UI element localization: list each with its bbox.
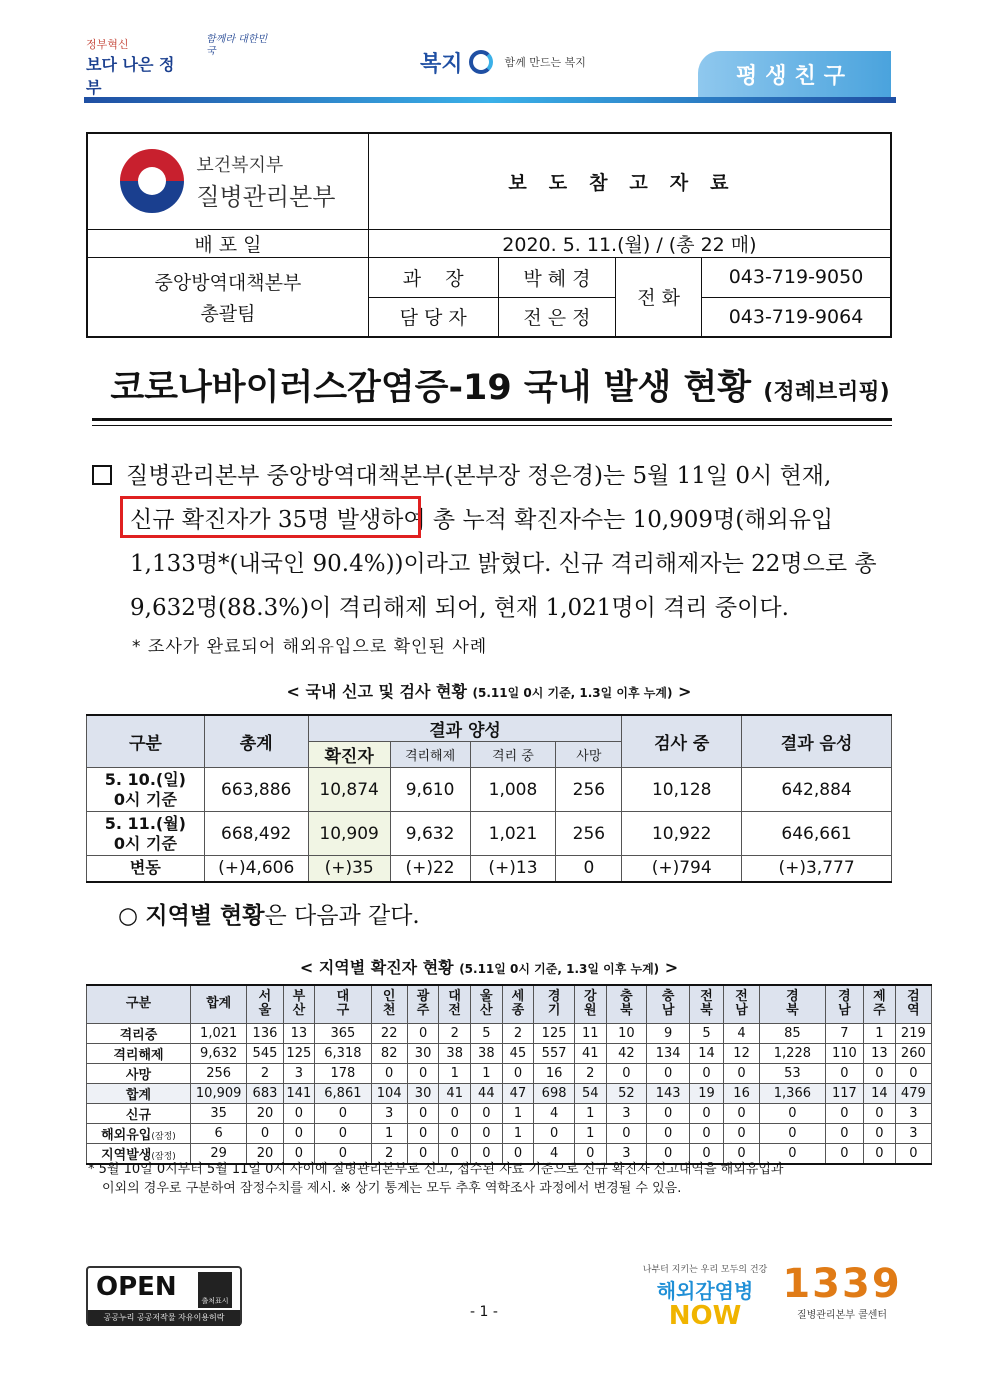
table-cell: 0	[864, 1063, 896, 1083]
region-header: 서 울	[247, 985, 283, 1023]
kogl-open-license-badge: OPEN 출처표시 공공누리 공공저작물 자유이용허락	[86, 1266, 242, 1326]
table-row: 변동 (+)4,606 (+)35 (+)22 (+)13 0 (+)794 (+)3,777	[87, 856, 892, 882]
region-header: 경 북	[760, 985, 826, 1023]
table-cell: 4	[534, 1143, 575, 1164]
table-cell: 117	[825, 1083, 863, 1103]
table-cell: 0	[647, 1123, 690, 1143]
table-row	[87, 1083, 932, 1103]
table-cell: 0	[864, 1143, 896, 1164]
phone-staff: 043-719-9064	[701, 297, 891, 337]
table-cell: 0	[439, 1123, 471, 1143]
table-cell: 0	[315, 1143, 371, 1164]
table-cell: 0	[760, 1103, 826, 1123]
table-cell: 557	[534, 1043, 575, 1063]
page-number: - 1 -	[470, 1304, 498, 1320]
name-chief: 박 혜 경	[498, 257, 616, 297]
table-cell: 2	[574, 1063, 606, 1083]
region-header: 충 북	[606, 985, 647, 1023]
table-cell: 12	[724, 1043, 760, 1063]
table-row: 5. 11.(월) 0시 기준 668,492 10,909 9,632 1,021 256 10,922 646,661	[87, 812, 892, 856]
title-underline-thin	[92, 425, 892, 426]
table-cell: 1	[371, 1123, 407, 1143]
table-cell: 4	[534, 1103, 575, 1123]
summary-paragraph: 질병관리본부 중앙방역대책본부(본부장 정은경)는 5월 11일 0시 현재, 신규 확진자가 35명 발생하여 총 누적 확진자수는 10,909명(해외유입 1,133명*(내국인 90.4%))이라고 밝혔다. 신규 격리해제자는 22명으로 총 9,632명(88.3%)이 격리해제 되어, 현재 1,021명이 격리 중이다.	[92, 454, 898, 630]
table-cell: 10,909	[190, 1083, 246, 1103]
table-cell: 22	[371, 1023, 407, 1043]
table-cell: 0	[690, 1063, 724, 1083]
regional-table-footnote: * 5월 10일 0시부터 5월 11일 0시 사이에 질병관리본부로 신고, 접수된 자료 기준으로 신규 확진자 신고내역을 해외유입과 이외의 경우로 구분하여 잠정수치를 제시. ※ 상기 통계는 모두 추후 역학조사 과정에서 변경될 수 있음.	[88, 1162, 784, 1196]
table-cell: 125	[283, 1043, 315, 1063]
table-cell: 1	[574, 1123, 606, 1143]
table-cell: 0	[283, 1143, 315, 1164]
table-cell: 4	[724, 1023, 760, 1043]
table-cell: 29	[190, 1143, 246, 1164]
table-cell: 44	[471, 1083, 503, 1103]
table-cell: 38	[439, 1043, 471, 1063]
table-cell: 0	[247, 1123, 283, 1143]
org-logo-cell: 보건복지부 질병관리본부	[87, 133, 368, 229]
table-cell: 1,366	[760, 1083, 826, 1103]
table-cell: 0	[283, 1103, 315, 1123]
table-row	[87, 1023, 932, 1043]
region-header: 전 남	[724, 985, 760, 1023]
regional-section-heading: ○ 지역별 현황은 다음과 같다.	[118, 902, 420, 929]
row-label: 사망	[87, 1063, 191, 1083]
table-cell: 683	[247, 1083, 283, 1103]
table-cell: 260	[895, 1043, 931, 1063]
region-header: 부 산	[283, 985, 315, 1023]
slogan-logo: 함께라 대한민국	[206, 34, 268, 57]
table-cell: 20	[247, 1103, 283, 1123]
row-label: 신규	[87, 1103, 191, 1123]
banner-divider	[84, 97, 896, 103]
row-label: 해외유입(잠정)	[87, 1123, 191, 1143]
role-staff: 담 당 자	[368, 297, 498, 337]
title-underline	[92, 418, 892, 421]
table-cell: 1	[502, 1123, 534, 1143]
table-row	[87, 1123, 932, 1143]
table-cell: 1,021	[190, 1023, 246, 1043]
overseas-infection-now-logo: 나부터 지키는 우리 모두의 건강 해외감염병 NOW	[642, 1265, 768, 1331]
table-cell: 256	[190, 1063, 246, 1083]
table-cell: 10	[606, 1023, 647, 1043]
table-cell: 0	[825, 1063, 863, 1083]
table-cell: 9,632	[190, 1043, 246, 1063]
table-cell: 3	[606, 1103, 647, 1123]
footnote-imported: * 조사가 완료되어 해외유입으로 확인된 사례	[132, 637, 488, 657]
table-cell: 134	[647, 1043, 690, 1063]
table-cell: 545	[247, 1043, 283, 1063]
region-header: 전 북	[690, 985, 724, 1023]
table-cell: 0	[690, 1143, 724, 1164]
table-cell: 19	[690, 1083, 724, 1103]
table-cell: 365	[315, 1023, 371, 1043]
press-header-table	[86, 132, 892, 338]
phone-label: 전 화	[616, 257, 702, 337]
table-cell: 3	[895, 1103, 931, 1123]
table-cell: 16	[724, 1083, 760, 1103]
table-row	[87, 1103, 932, 1123]
government-emblem-icon	[120, 149, 184, 213]
region-header: 대 전	[439, 985, 471, 1023]
table-cell: 0	[407, 1143, 439, 1164]
table-cell: 3	[606, 1143, 647, 1164]
table-cell: 0	[439, 1103, 471, 1123]
table-cell: 5	[690, 1023, 724, 1043]
table-cell: 0	[502, 1143, 534, 1164]
role-chief: 과 장	[368, 257, 498, 297]
table-row	[87, 1063, 932, 1083]
table-cell: 6	[190, 1123, 246, 1143]
table-cell: 45	[502, 1043, 534, 1063]
table-cell: 0	[724, 1103, 760, 1123]
table2-caption: < 지역별 확진자 현황 (5.11일 0시 기준, 1.3일 이후 누계) >	[299, 958, 679, 977]
report-title: 코로나바이러스감염증-19 국내 발생 현황 (정례브리핑)	[110, 368, 890, 408]
table-cell: 0	[864, 1123, 896, 1143]
table-row	[87, 1043, 932, 1063]
table-cell: 125	[534, 1023, 575, 1043]
distribution-label: 배 포 일	[87, 229, 368, 257]
table-cell: 0	[315, 1103, 371, 1123]
table-cell: 6,318	[315, 1043, 371, 1063]
name-staff: 전 은 정	[498, 297, 616, 337]
org-name: 질병관리본부	[196, 182, 336, 211]
row-label: 격리중	[87, 1023, 191, 1043]
table-cell: 0	[825, 1103, 863, 1123]
table1-caption: < 국내 신고 및 검사 현황 (5.11일 0시 기준, 1.3일 이후 누계) >	[286, 682, 692, 701]
table-cell: 178	[315, 1063, 371, 1083]
table-cell: 2	[439, 1023, 471, 1043]
attribution-icon: 출처표시	[198, 1272, 232, 1308]
region-header: 경 기	[534, 985, 575, 1023]
region-header: 울 산	[471, 985, 503, 1023]
region-header: 검 역	[895, 985, 931, 1023]
table-cell: 3	[371, 1103, 407, 1123]
callcenter-1339-logo: 1339 질병관리본부 콜센터	[782, 1261, 902, 1321]
region-header: 강 원	[574, 985, 606, 1023]
table-cell: 42	[606, 1043, 647, 1063]
phone-chief: 043-719-9050	[701, 257, 891, 297]
table-cell: 30	[407, 1043, 439, 1063]
table-cell: 41	[439, 1083, 471, 1103]
table-cell: 2	[502, 1023, 534, 1043]
table-cell: 0	[895, 1063, 931, 1083]
table-cell: 3	[895, 1123, 931, 1143]
table-cell: 3	[283, 1063, 315, 1083]
table-cell: 0	[407, 1063, 439, 1083]
table-cell: 0	[825, 1143, 863, 1164]
table-cell: 479	[895, 1083, 931, 1103]
table-cell: 698	[534, 1083, 575, 1103]
gov-innovation-logo: 정부혁신 보다 나은 정부	[86, 36, 182, 98]
region-header: 충 남	[647, 985, 690, 1023]
lifelong-friend-badge: 평생친구	[698, 51, 891, 97]
table-cell: 0	[606, 1123, 647, 1143]
table-cell: 0	[724, 1063, 760, 1083]
table-cell: 1	[439, 1063, 471, 1083]
table-cell: 1	[471, 1063, 503, 1083]
table-cell: 0	[760, 1123, 826, 1143]
table-cell: 0	[760, 1143, 826, 1164]
table-cell: 0	[407, 1103, 439, 1123]
report-title-tag: (정례브리핑)	[763, 380, 890, 405]
table-cell: 143	[647, 1083, 690, 1103]
table-cell: 0	[647, 1143, 690, 1164]
table-cell: 0	[439, 1143, 471, 1164]
table-cell: 0	[690, 1123, 724, 1143]
table-cell: 9	[647, 1023, 690, 1043]
table-cell: 47	[502, 1083, 534, 1103]
regional-cases-table	[86, 984, 932, 1165]
table-cell: 13	[864, 1043, 896, 1063]
region-header: 대 구	[315, 985, 371, 1023]
table-cell: 141	[283, 1083, 315, 1103]
row-label: 격리해제	[87, 1043, 191, 1063]
table-cell: 0	[895, 1143, 931, 1164]
table-cell: 0	[534, 1123, 575, 1143]
table-cell: 41	[574, 1043, 606, 1063]
welfare-logo: 복지 함께 만드는 복지	[420, 51, 586, 77]
region-header: 구분	[87, 985, 191, 1023]
table-cell: 82	[371, 1043, 407, 1063]
table-cell: 136	[247, 1023, 283, 1043]
table-cell: 0	[471, 1123, 503, 1143]
region-header: 인 천	[371, 985, 407, 1023]
checkbox-bullet-icon	[92, 465, 112, 485]
row-label: 합계	[87, 1083, 191, 1103]
table-cell: 6,861	[315, 1083, 371, 1103]
document-type-title: 보도참고자료	[368, 133, 891, 229]
table-cell: 1	[502, 1103, 534, 1123]
table-row: 5. 10.(일) 0시 기준 663,886 10,874 9,610 1,008 256 10,128 642,884	[87, 768, 892, 812]
table-cell: 16	[534, 1063, 575, 1083]
table-cell: 0	[606, 1063, 647, 1083]
table-cell: 0	[690, 1103, 724, 1123]
table-cell: 54	[574, 1083, 606, 1103]
table-cell: 30	[407, 1083, 439, 1103]
highlight-box	[120, 496, 421, 538]
region-header: 합계	[190, 985, 246, 1023]
table-cell: 0	[647, 1063, 690, 1083]
table-cell: 53	[760, 1063, 826, 1083]
table-cell: 0	[647, 1103, 690, 1123]
table-cell: 0	[825, 1123, 863, 1143]
table-cell: 110	[825, 1043, 863, 1063]
table-cell: 1,228	[760, 1043, 826, 1063]
gov-logo-text: 보다 나은 정부	[86, 55, 175, 97]
table-cell: 0	[471, 1103, 503, 1123]
table-cell: 0	[371, 1063, 407, 1083]
region-header: 제 주	[864, 985, 896, 1023]
table-cell: 38	[471, 1043, 503, 1063]
table-cell: 0	[502, 1063, 534, 1083]
table-cell: 14	[690, 1043, 724, 1063]
table-cell: 0	[574, 1143, 606, 1164]
table-cell: 0	[283, 1123, 315, 1143]
table-cell: 0	[724, 1143, 760, 1164]
table-cell: 0	[724, 1123, 760, 1143]
table-cell: 2	[371, 1143, 407, 1164]
table-cell: 0	[407, 1123, 439, 1143]
table-cell: 1	[864, 1023, 896, 1043]
row-label: 지역발생(잠정)	[87, 1143, 191, 1164]
table-cell: 104	[371, 1083, 407, 1103]
table-cell: 20	[247, 1143, 283, 1164]
department-cell: 중앙방역대책본부 총괄팀	[87, 257, 368, 337]
region-header: 세 종	[502, 985, 534, 1023]
table-cell: 2	[247, 1063, 283, 1083]
region-header: 경 남	[825, 985, 863, 1023]
table-cell: 0	[407, 1023, 439, 1043]
table-cell: 1	[574, 1103, 606, 1123]
table-cell: 0	[315, 1123, 371, 1143]
table-cell: 85	[760, 1023, 826, 1043]
national-testing-table: 구분 총계 결과 양성 검사 중 결과 음성 확진자 격리해제 격리 중 사망 5. 10.(일) 0시 기준 663,886 10,874 9,610 1,008 256 10,128 642,884 5. 11.(월) 0시 기준 668,492 10,909 9,632 1,021 256 10,922 646,661 변동 (+)4,606 (+)35 (+)22 (+)13 0 (+)794 (+)3,777	[86, 714, 892, 883]
table-cell: 11	[574, 1023, 606, 1043]
table-cell: 5	[471, 1023, 503, 1043]
table-cell: 52	[606, 1083, 647, 1103]
table-cell: 7	[825, 1023, 863, 1043]
distribution-date: 2020. 5. 11.(월) / (총 22 매)	[368, 229, 891, 257]
table-cell: 35	[190, 1103, 246, 1123]
table-cell: 0	[471, 1143, 503, 1164]
table-cell: 14	[864, 1083, 896, 1103]
welfare-ring-icon	[469, 50, 493, 74]
region-header: 광 주	[407, 985, 439, 1023]
table-cell: 0	[864, 1103, 896, 1123]
table-cell: 219	[895, 1023, 931, 1043]
table-cell: 13	[283, 1023, 315, 1043]
